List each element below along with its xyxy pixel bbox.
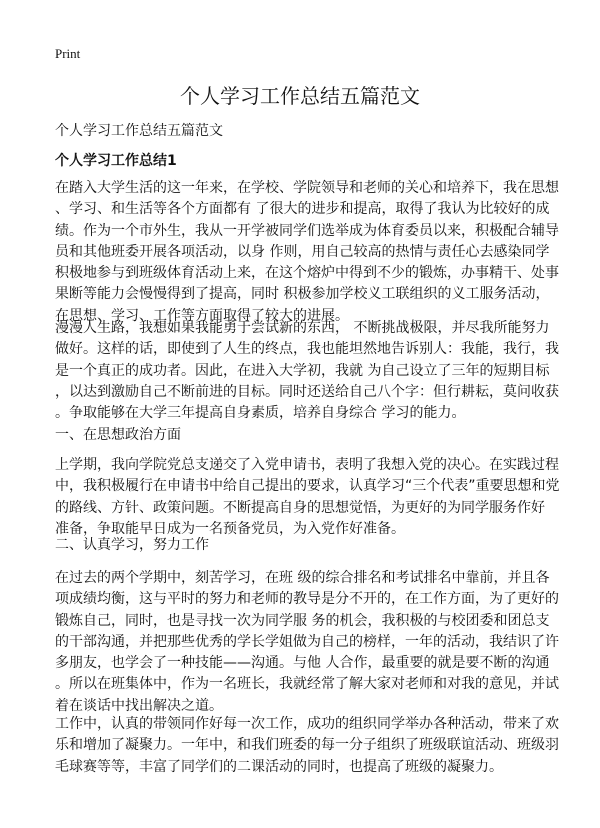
text-line: 多朋友，也学会了一种技能——沟通。与他 人合作，最重要的就是要不断的沟通	[55, 655, 550, 672]
text-line: 在思想、学习、工作等方面取得了较大的进展。	[55, 307, 349, 324]
paragraph	[55, 178, 559, 327]
text-line: 果断等能力会慢慢得到了提高，同时 积极参加学校义工联组织的义工服务活动，	[55, 286, 550, 303]
paragraph	[55, 714, 559, 778]
text-line: 一、在思想政治方面	[55, 427, 181, 443]
text-line: 项成绩均衡，这与平时的努力和老师的教导是分不开的，在工作方面，为了更好的	[55, 591, 559, 608]
text-line: 积极地参与到班级体育活动上来，在这个熔炉中得到不少的锻炼，办事精干、处事	[55, 265, 559, 282]
text-line: 做好。这样的话，即使到了人生的终点，我也能坦然地告诉别人：我能，我行，我	[55, 341, 559, 358]
text-line: 中，我积极履行在申请书中给自己提出的要求，认真学习“三个代表”重要思想和党	[55, 478, 560, 495]
text-line: 。争取能够在大学三年提高自身素质，培养自身综合 学习的能力。	[55, 405, 466, 422]
document-title: 个人学习工作总结五篇范文	[180, 84, 420, 108]
print-link[interactable]: Print	[55, 46, 81, 61]
paragraph	[55, 318, 559, 424]
paragraph	[55, 568, 559, 717]
text-line: 在过去的两个学期中，刻苦学习，在班 级的综合排名和考试排名中靠前，并且各	[55, 570, 550, 586]
text-line: 准备，争取能早日成为一名预备党员，为入党作好准备。	[55, 520, 405, 537]
subheading	[55, 535, 555, 556]
text-line: 锻炼自己，同时，也是寻找一次为同学服 务的机会，我积极的与校团委和团总支	[55, 612, 550, 629]
text-line: 二、认真学习，努力工作	[55, 537, 209, 553]
text-line: ，以达到激励自己不断前进的目标。同时还送给自己八个字：但行耕耘，莫问收获	[55, 383, 559, 400]
text-line: 绩。作为一个市外生，我从一开学被同学们选举成为体育委员以来，积极配合辅导	[55, 222, 559, 239]
text-line: 上学期，我向学院党总支递交了入党申请书，表明了我想入党的决心。在实践过程	[55, 457, 559, 473]
text-line: 员和其他班委开展各项活动，以身 作则，用自己较高的热情与责任心去感染同学	[55, 243, 550, 260]
subheading	[55, 425, 555, 446]
text-line: 在踏入大学生活的这一年来，在学校、学院领导和老师的关心和培养下，我在思想	[55, 180, 559, 196]
section-heading: 个人学习工作总结1	[55, 153, 177, 169]
text-line: 乐和增加了凝聚力。一年中，和我们班委的每一分子组织了班级联谊活动、班级羽	[55, 737, 559, 754]
text-line: 毛球赛等等，丰富了同学们的二课活动的同时，也提高了班级的凝聚力。	[55, 758, 503, 775]
text-line: 工作中，认真的带领同作好每一次工作，成功的组织同学举办各种活动，带来了欢	[55, 716, 559, 732]
text-line: 的路线、方针、政策问题。不断提高自身的思想觉悟，为更好的为同学服务作好	[55, 499, 545, 516]
document-subtitle: 个人学习工作总结五篇范文	[55, 123, 223, 139]
text-line: 的干部沟通，并把那些优秀的学长学姐做为自己的榜样，一年的活动，我结识了许	[55, 633, 559, 650]
text-line: 是一个真正的成功者。因此，在进入大学初，我就 为自己设立了三年的短期目标	[55, 362, 550, 379]
text-line: 着在谈话中找出解决之道。	[55, 697, 223, 714]
text-line: 漫漫人生路，我想如果我能勇于尝试新的东西， 不断挑战极限，并尽我所能努力	[55, 320, 550, 336]
paragraph	[55, 455, 560, 540]
text-line: 。所以在班集体中，作为一名班长，我就经常了解大家对老师和对我的意见，并试	[55, 676, 559, 693]
text-line: 、学习、和生活等各个方面都有 了很大的进步和提高，取得了我认为比较好的成	[55, 201, 550, 218]
